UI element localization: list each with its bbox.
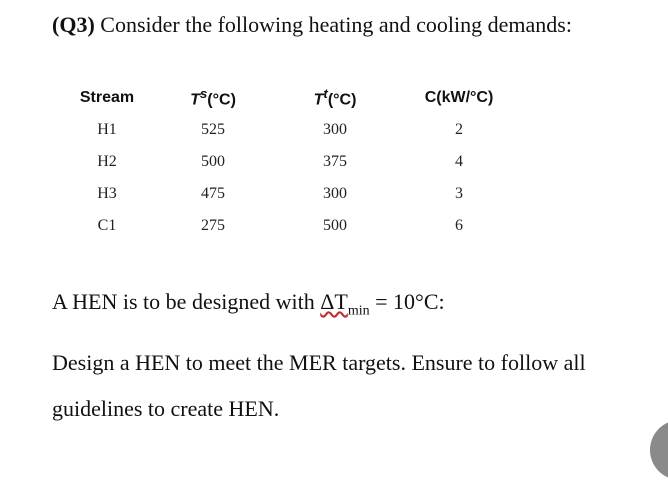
- header-supply-temp: $T^s(^\circ C)$: [190, 86, 236, 109]
- cell-target-temp: 375: [323, 153, 347, 170]
- question-label: (Q3): [52, 12, 95, 37]
- header-heat-capacity: C(kW/°C): [424, 89, 494, 106]
- question-text: [52, 12, 572, 38]
- delta-t-min: $\Delta T_{min}$: [320, 289, 370, 319]
- cell-stream: H3: [97, 185, 117, 202]
- stream-table: [62, 82, 522, 242]
- cell-heat-capacity: 3: [455, 185, 463, 202]
- cell-target-temp: 300: [323, 185, 347, 202]
- question-body: Consider the following heating and cooling demands:: [94, 12, 572, 37]
- cell-supply-temp: 500: [201, 153, 225, 170]
- header-target-temp: $T^t(^\circ C)$: [313, 86, 357, 109]
- cell-heat-capacity: 2: [455, 121, 463, 138]
- cell-heat-capacity: 6: [455, 217, 463, 234]
- table-header-row: [62, 82, 522, 114]
- design-instruction-line2: guidelines to create HEN.: [52, 396, 280, 421]
- hen-statement: A HEN is to be designed with $\Delta T_{min} = 10^\circ C$:: [52, 289, 445, 319]
- cell-target-temp: 300: [323, 121, 347, 138]
- cell-target-temp: 500: [323, 217, 347, 234]
- cell-supply-temp: 475: [201, 185, 225, 202]
- scroll-button[interactable]: [650, 420, 668, 480]
- header-stream: Stream: [79, 89, 135, 106]
- cell-supply-temp: 275: [201, 217, 225, 234]
- cell-heat-capacity: 4: [455, 153, 463, 170]
- cell-stream: C1: [97, 217, 117, 234]
- table-row: [62, 114, 522, 146]
- table-row: [62, 178, 522, 210]
- cell-supply-temp: 525: [201, 121, 225, 138]
- cell-stream: H2: [97, 153, 117, 170]
- table-row: [62, 210, 522, 242]
- design-instruction-line1: Design a HEN to meet the MER targets. Ensure to follow all: [52, 350, 586, 375]
- cell-stream: H1: [97, 121, 117, 138]
- table-row: [62, 146, 522, 178]
